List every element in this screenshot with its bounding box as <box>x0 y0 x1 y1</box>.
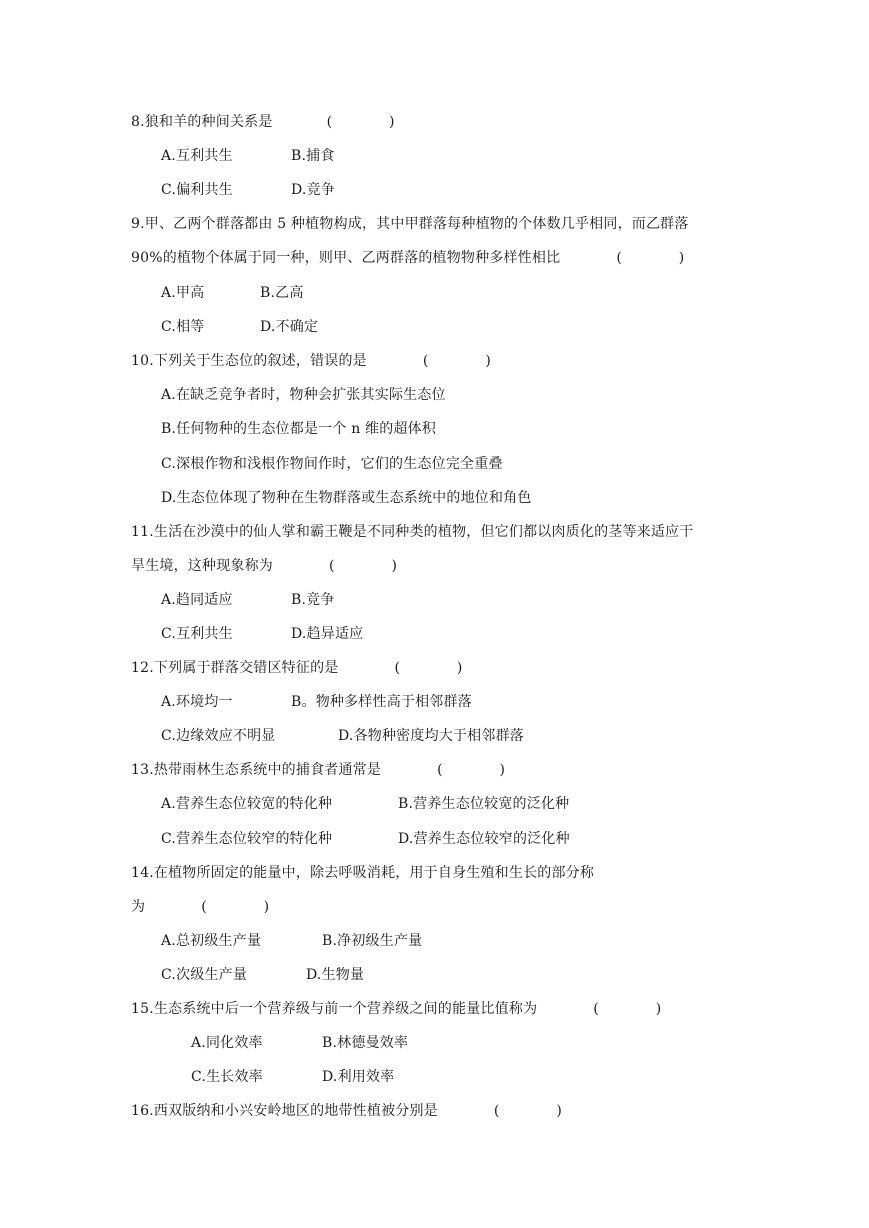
question-14-stem-line1: 14.在植物所固定的能量中，除去呼吸消耗，用于自身生殖和生长的部分称 <box>131 865 595 881</box>
question-12-option-c: C.边缘效应不明显 <box>161 728 276 744</box>
question-11-text: 旱生境，这种现象称为 <box>131 558 273 574</box>
question-8-stem <box>131 113 395 131</box>
question-12-option-a: A.环境均一 <box>161 694 233 710</box>
question-11-option-d: D.趋异适应 <box>291 626 364 642</box>
answer-blank: ( ) <box>326 114 395 130</box>
question-15-option-a: A.同化效率 <box>191 1035 263 1051</box>
question-12-text: 12.下列属于群落交错区特征的是 <box>131 660 339 676</box>
question-8-text: 8.狼和羊的种间关系是 <box>131 114 273 130</box>
answer-blank: ( ) <box>493 1103 562 1119</box>
question-9-option-b: B.乙高 <box>260 285 304 301</box>
question-10-stem <box>131 352 491 370</box>
answer-blank: ( ) <box>616 250 685 266</box>
question-13-stem <box>131 761 505 779</box>
question-13-option-a: A.营养生态位较宽的特化种 <box>161 796 333 812</box>
answer-blank: ( ) <box>437 762 506 778</box>
question-13-option-d: D.营养生态位较窄的泛化种 <box>398 831 570 847</box>
question-15-option-b: B.林德曼效率 <box>322 1035 409 1051</box>
question-9-option-d: D.不确定 <box>260 319 319 335</box>
question-15-option-d: D.利用效率 <box>322 1069 395 1085</box>
question-8-option-c: C.偏利共生 <box>161 182 233 198</box>
question-16-text: 16.西双版纳和小兴安岭地区的地带性植被分别是 <box>131 1103 438 1119</box>
question-11-stem-line2 <box>131 557 397 575</box>
question-14-option-a: A.总初级生产量 <box>161 933 262 949</box>
answer-blank: ( ) <box>593 1001 662 1017</box>
question-10-text: 10.下列关于生态位的叙述，错误的是 <box>131 353 367 369</box>
question-14-option-b: B.净初级生产量 <box>322 933 423 949</box>
question-10-option-c: C.深根作物和浅根作物间作时，它们的生态位完全重叠 <box>161 456 503 472</box>
question-16-stem <box>131 1102 562 1120</box>
question-15-option-c: C.生长效率 <box>191 1069 263 1085</box>
answer-blank: ( ) <box>394 660 463 676</box>
question-10-option-a: A.在缺乏竞争者时，物种会扩张其实际生态位 <box>161 387 446 403</box>
question-8-option-d: D.竞争 <box>291 182 335 198</box>
question-9-option-c: C.相等 <box>161 319 205 335</box>
question-9-stem-line2 <box>131 249 684 267</box>
answer-blank: ( ) <box>329 558 398 574</box>
answer-blank: ( ) <box>422 353 491 369</box>
answer-blank: ( ) <box>201 899 270 915</box>
question-11-option-a: A.趋同适应 <box>161 592 233 608</box>
question-10-option-b: B.任何物种的生态位都是一个 n 维的超体积 <box>161 421 437 437</box>
question-9-text: 90%的植物个体属于同一种，则甲、乙两群落的植物物种多样性相比 <box>131 250 561 266</box>
question-15-stem <box>131 1000 661 1018</box>
question-10-option-d: D.生态位体现了物种在生物群落或生态系统中的地位和角色 <box>161 490 532 506</box>
question-11-option-b: B.竞争 <box>291 592 335 608</box>
question-12-stem <box>131 659 463 677</box>
question-12-option-d: D.各物种密度均大于相邻群落 <box>338 728 524 744</box>
question-9-option-a: A.甲高 <box>161 285 205 301</box>
question-11-option-c: C.互利共生 <box>161 626 233 642</box>
question-14-option-c: C.次级生产量 <box>161 967 248 983</box>
question-14-stem-line2 <box>131 898 269 916</box>
question-9-stem-line1: 9.甲、乙两个群落都由 5 种植物构成，其中甲群落每种植物的个体数几乎相同，而乙群落 <box>131 216 689 232</box>
question-13-option-b: B.营养生态位较宽的泛化种 <box>398 796 570 812</box>
question-12-option-b: B。物种多样性高于相邻群落 <box>291 694 472 710</box>
question-14-text: 为 <box>131 899 146 915</box>
question-8-option-b: B.捕食 <box>291 148 335 164</box>
question-15-text: 15.生态系统中后一个营养级与前一个营养级之间的能量比值称为 <box>131 1001 538 1017</box>
question-11-stem-line1: 11.生活在沙漠中的仙人掌和霸王鞭是不同种类的植物，但它们都以肉质化的茎等来适应干 <box>131 524 694 540</box>
question-13-text: 13.热带雨林生态系统中的捕食者通常是 <box>131 762 382 778</box>
question-13-option-c: C.营养生态位较窄的特化种 <box>161 831 333 847</box>
question-8-option-a: A.互利共生 <box>161 148 233 164</box>
question-14-option-d: D.生物量 <box>306 967 365 983</box>
